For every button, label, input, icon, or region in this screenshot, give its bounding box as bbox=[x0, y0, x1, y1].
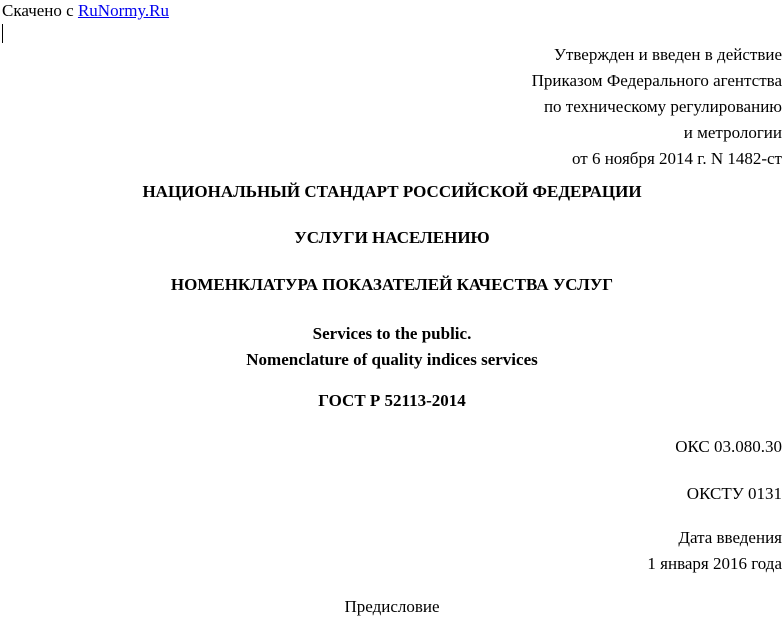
intro-date-label: Дата введения bbox=[678, 528, 782, 547]
approval-block bbox=[532, 42, 782, 172]
english-title-line: Nomenclature of quality indices services bbox=[246, 350, 538, 369]
oks-code: ОКС 03.080.30 bbox=[675, 437, 782, 456]
approval-line: Приказом Федерального агентства bbox=[531, 71, 782, 90]
english-title-line: Services to the public. bbox=[312, 324, 472, 343]
approval-line: Утвержден и введен в действие bbox=[553, 45, 782, 64]
intro-date-value: 1 января 2016 года bbox=[647, 554, 782, 573]
approval-line: от 6 ноября 2014 г. N 1482-ст bbox=[572, 149, 782, 168]
intro-date-block bbox=[647, 525, 782, 577]
download-source-line bbox=[2, 1, 169, 21]
national-standard-title: НАЦИОНАЛЬНЫЙ СТАНДАРТ РОССИЙСКОЙ ФЕДЕРАЦИИ bbox=[142, 182, 642, 201]
approval-line: по техническому регулированию bbox=[543, 97, 782, 116]
approval-line: и метрологии bbox=[683, 123, 782, 142]
okstu-code: ОКСТУ 0131 bbox=[686, 484, 782, 503]
foreword-heading: Предисловие bbox=[344, 597, 440, 616]
standard-subject: УСЛУГИ НАСЕЛЕНИЮ bbox=[294, 228, 490, 247]
runormy-link[interactable]: RuNormy.Ru bbox=[77, 1, 169, 20]
gost-number: ГОСТ Р 52113-2014 bbox=[318, 391, 466, 410]
english-title bbox=[0, 321, 784, 373]
standard-title: НОМЕНКЛАТУРА ПОКАЗАТЕЛЕЙ КАЧЕСТВА УСЛУГ bbox=[170, 275, 614, 294]
download-prefix: Скачено с bbox=[2, 1, 74, 20]
text-cursor bbox=[2, 24, 3, 43]
